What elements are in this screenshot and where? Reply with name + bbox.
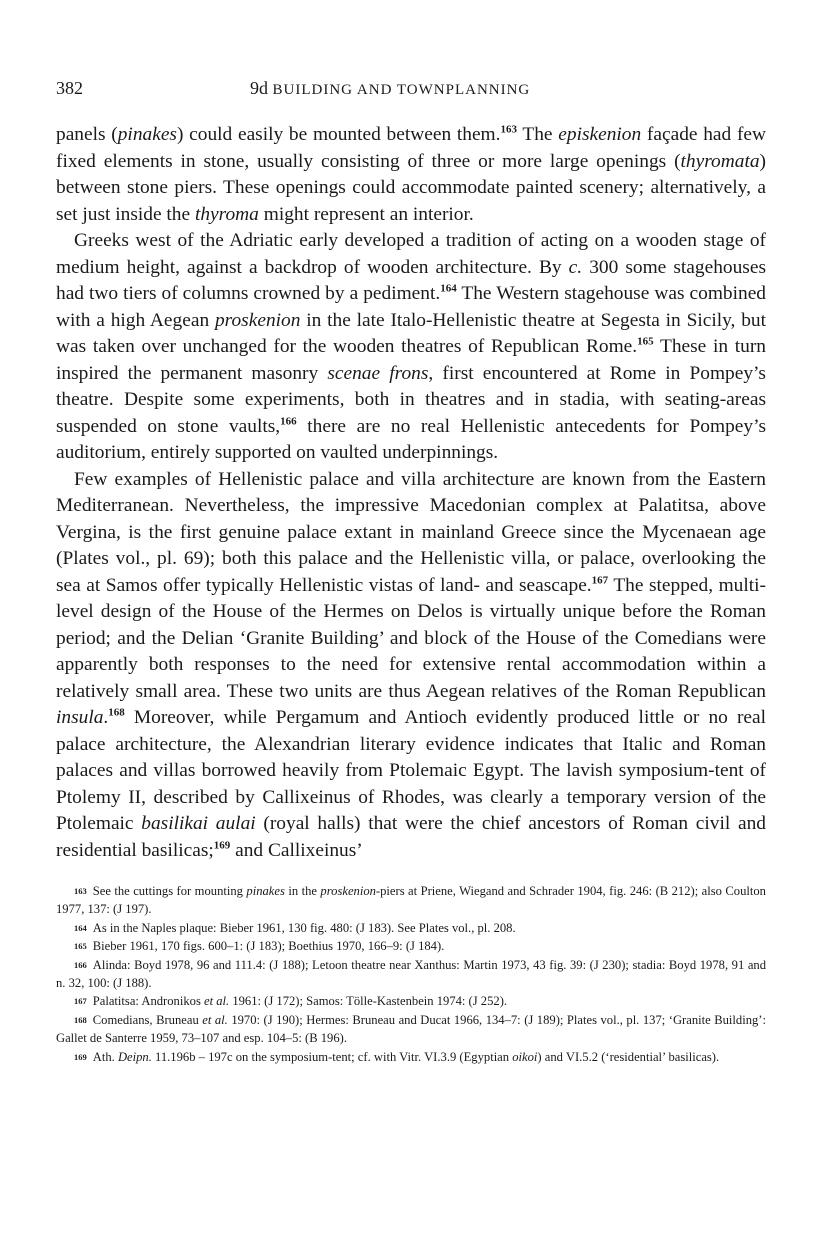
text-run: in the late Italo-Hellenistic theatre at Segesta in Sicily, but was taken over unchanged for the wooden theatres of Republican Rome.: [56, 309, 766, 357]
footnote: [56, 956, 766, 993]
footnote-ref: 166: [280, 415, 297, 428]
footnote-ref: 165: [74, 941, 87, 952]
footnotes: [56, 882, 766, 1066]
text-run: -piers at Priene, Wiegand and Schrader 1904, fig. 246: (B 212); also Coulton 1977, 137: (J 197).: [56, 884, 766, 917]
italic-term: thyroma: [194, 203, 259, 225]
italic-term: episkenion: [558, 124, 642, 145]
italic-term: c.: [568, 256, 583, 278]
text-run: panels (: [56, 124, 118, 145]
text-run: The stepped, multi-level design of the House of the Hermes on Delos is virtually unique before the Roman period; and the Delian ‘Granite Building’ and block of the House of the Comedians were apparently both responses to the need for extensive rental accommodation within a relatively small area. These two units are thus Aegean relatives of the Roman Republican: [56, 574, 766, 702]
page-number: 382: [56, 78, 83, 98]
italic-term: oikoi: [512, 1049, 538, 1064]
footnote-ref: 164: [440, 282, 457, 295]
paragraph: [56, 122, 766, 228]
italic-term: pinakes: [117, 124, 177, 145]
text-run: 1961: (J 172); Samos: Tölle-Kastenbein 1974: (J 252).: [229, 994, 508, 1009]
italic-term: basilikai aulai: [141, 813, 256, 834]
text-run: ) between stone piers. These openings could accommodate painted scenery; alternatively, a set just inside the: [56, 150, 766, 225]
italic-term: et al.: [202, 1012, 228, 1027]
footnote: [56, 992, 766, 1010]
text-run: As in the Naples plaque: Bieber 1961, 130 fig. 480: (J 183). See Plates vol., pl. 208.: [92, 920, 516, 935]
text-run: Moreover, while Pergamum and Antioch evidently produced little or no real palace architecture, the Alexandrian literary evidence indicates that Italic and Roman palaces and villas borrowed heavily from Ptolemaic Egypt. The lavish symposium-tent of Ptolemy II, described by Callixeinus of Rhodes, was clearly a temporary version of the Ptolemaic: [56, 707, 766, 834]
body-text: [56, 122, 766, 864]
text-run: .: [103, 707, 109, 728]
footnote-ref: 163: [74, 886, 87, 896]
text-run: Bieber 1961, 170 figs. 600–1: (J 183); Boethius 1970, 166–9: (J 184).: [92, 939, 445, 954]
text-run: (royal halls) that were the chief ancestors of Roman civil and residential basilicas;: [56, 813, 766, 861]
paragraph: [56, 467, 766, 865]
text-run: Alinda: Boyd 1978, 96 and 111.4: (J 188); Letoon theatre near Xanthus: Martin 1973, 43 fig. 39: (J 230); stadia: Boyd 1978, 91 and n. 32, 100: (J 188).: [56, 957, 766, 991]
footnote-ref: 165: [637, 335, 654, 348]
footnote-ref: 166: [74, 959, 87, 970]
text-run: 11.196b – 197c on the symposium-tent; cf. with Vitr. VI.3.9 (Egyptian: [151, 1049, 513, 1064]
text-run: ) could easily be mounted between them.: [176, 124, 501, 145]
text-run: Ath.: [92, 1049, 118, 1064]
text-run: The: [517, 124, 559, 145]
italic-term: thyromata: [680, 150, 760, 172]
footnote-ref: 163: [500, 123, 517, 136]
text-run: These in turn inspired the permanent masonry: [56, 336, 766, 384]
footnote-ref: 168: [74, 1014, 87, 1025]
text-run: and Callixeinus’: [230, 839, 363, 861]
footnote: [56, 882, 766, 919]
italic-term: et al.: [204, 994, 230, 1009]
footnote-ref: 169: [213, 839, 231, 852]
running-title: [250, 78, 530, 99]
italic-term: proskenion: [214, 309, 301, 331]
text-run: See the cuttings for mounting: [92, 884, 247, 898]
text-run: there are no real Hellenistic antecedents for Pompey’s auditorium, entirely supported on vaulted underpinnings.: [56, 415, 767, 463]
footnote: [56, 919, 766, 937]
text-run: 1970: (J 190); Hermes: Bruneau and Ducat 1966, 134–7: (J 189); Plates vol., pl. 137; ‘Granite Building’: Gallet de Santerre 1959, 73–107 and esp. 104–5: (B 196).: [56, 1012, 766, 1046]
text-run: façade had few fixed elements in stone, usually consisting of three or more large openings (: [56, 124, 767, 172]
italic-term: insula: [56, 707, 104, 728]
footnote-ref: 168: [108, 706, 125, 719]
chapter-title: BUILDING AND TOWNPLANNING: [272, 82, 531, 98]
footnote-ref: 167: [591, 574, 609, 587]
italic-term: Deipn.: [117, 1049, 152, 1064]
footnote-ref: 164: [74, 922, 87, 933]
text-run: 300 some stagehouses had two tiers of columns crowned by a pediment.: [56, 256, 766, 304]
italic-term: scenae frons: [327, 362, 429, 384]
text-run: might represent an interior.: [258, 203, 474, 225]
text-run: Greeks west of the Adriatic early developed a tradition of acting on a wooden stage of medium height, against a backdrop of wooden architecture. By: [56, 230, 766, 278]
text-run: ) and VI.5.2 (‘residential’ basilicas).: [537, 1049, 720, 1064]
page: [56, 78, 766, 1066]
text-run: in the: [284, 884, 321, 898]
text-run: Comedians, Bruneau: [92, 1012, 203, 1027]
footnote-ref: 169: [74, 1051, 87, 1062]
italic-term: proskenion: [320, 884, 376, 898]
footnote-ref: 167: [74, 996, 87, 1007]
footnote: [56, 937, 766, 955]
paragraph: [56, 228, 766, 467]
section-number: 9d: [250, 78, 268, 98]
text-run: Palatitsa: Andronikos: [92, 994, 204, 1009]
footnote: [56, 1011, 766, 1048]
italic-term: pinakes: [246, 884, 285, 898]
footnote: [56, 1048, 766, 1066]
text-run: , first encountered at Rome in Pompey’s theatre. Despite some experiments, both in theatres and in stadia, with seating-areas suspended on stone vaults,: [56, 362, 766, 437]
text-run: Few examples of Hellenistic palace and villa architecture are known from the Eastern Mediterranean. Nevertheless, the impressive Macedonian complex at Palatitsa, above Vergina, is the first genuine palace extant in mainland Greece since the Mycenaean age (Plates vol., pl. 69); both this palace and the Hellenistic villa, or palace, overlooking the sea at Samos offer typically Hellenistic vistas of land- and seascape.: [56, 468, 766, 596]
running-head: [56, 78, 766, 102]
text-run: The Western stagehouse was combined with a high Aegean: [56, 283, 766, 331]
